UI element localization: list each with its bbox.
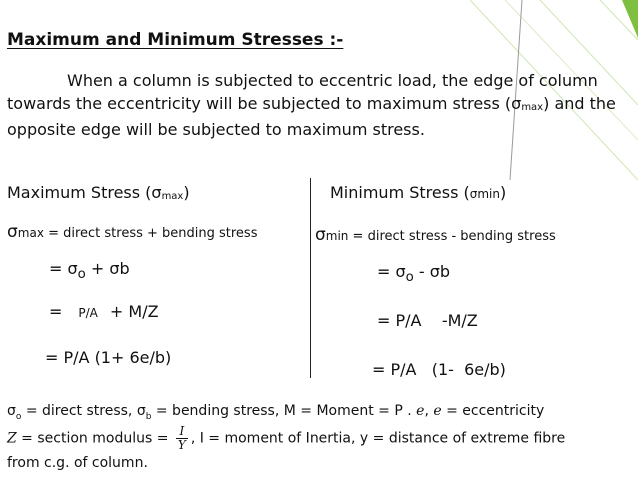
min-def-sub: min <box>325 229 349 243</box>
footer-z: Z <box>7 430 17 447</box>
max-eq3: = P/A (1+ 6e/b) <box>45 348 172 367</box>
footer-line1 <box>7 403 544 422</box>
max-heading-text: Maximum Stress (σ <box>7 183 162 202</box>
footer-line1-a: = direct stress, σ <box>21 403 146 419</box>
min-def-rest: = direct stress - bending stress <box>348 229 556 244</box>
max-heading <box>7 183 190 202</box>
slide-title: Maximum and Minimum Stresses :- <box>7 30 344 50</box>
max-eq1 <box>49 259 130 282</box>
max-def-sub: max <box>17 226 44 240</box>
footer-e2: e <box>433 403 442 419</box>
max-definition <box>7 222 257 242</box>
footer-line1-c: , <box>424 403 434 419</box>
footer-line1-b: = bending stress, M = Moment = P . <box>151 403 417 419</box>
footer-sub-b: b <box>145 411 152 422</box>
max-eq2 <box>49 302 159 321</box>
max-eq2-pa: P/A <box>78 306 98 320</box>
max-eq1-sub: o <box>77 267 86 283</box>
min-heading-end: ) <box>499 183 507 202</box>
footer-line2-b: , I = moment of Inertia, y = distance of extreme fibre <box>190 430 566 447</box>
footer-sub-o: o <box>15 411 22 422</box>
min-heading <box>330 183 506 202</box>
footer-e1: e <box>416 403 425 419</box>
min-eq1-sub: o <box>405 270 414 286</box>
min-def-sigma: σ <box>315 225 326 245</box>
footer-line1-d: = eccentricity <box>441 403 545 419</box>
min-eq1 <box>377 262 450 285</box>
min-eq2: = P/A -M/Z <box>377 311 478 330</box>
max-heading-sub: max <box>161 191 184 202</box>
inertia-fraction <box>176 425 188 452</box>
column-divider <box>310 178 311 378</box>
min-heading-small: σmin <box>469 187 500 201</box>
max-eq2-mz: + M/Z <box>109 302 159 321</box>
intro-paragraph <box>7 69 633 141</box>
para-part2: ) and the opposite edge will be subjected to maximum stress. <box>7 94 616 139</box>
max-eq2-eq: = <box>49 302 63 321</box>
min-eq1-prefix: = σ <box>377 262 406 281</box>
min-heading-text: Minimum Stress ( <box>330 183 470 202</box>
min-eq1-suffix: - σb <box>413 262 451 281</box>
footer-line3: from c.g. of column. <box>7 455 148 471</box>
max-eq1-suffix: + σb <box>85 259 130 278</box>
min-definition <box>315 225 556 245</box>
max-def-rest: = direct stress + bending stress <box>43 226 258 241</box>
max-def-sigma: σ <box>7 222 18 242</box>
para-part1: When a column is subjected to eccentric load, the edge of column towards the eccentricity will be subjected to maximum stress (σ <box>7 71 598 113</box>
fraction-denominator: Y <box>177 438 186 452</box>
fraction-numerator: I <box>176 425 188 439</box>
min-eq3: = P/A (1- 6e/b) <box>372 360 506 379</box>
max-eq1-prefix: = σ <box>49 259 78 278</box>
footer-line2-a: = section modulus = <box>16 430 173 447</box>
para-sub-max: max <box>521 102 544 113</box>
footer-sigma-o: σ <box>7 403 16 419</box>
footer-line2 <box>7 425 565 452</box>
max-heading-end: ) <box>183 183 190 202</box>
